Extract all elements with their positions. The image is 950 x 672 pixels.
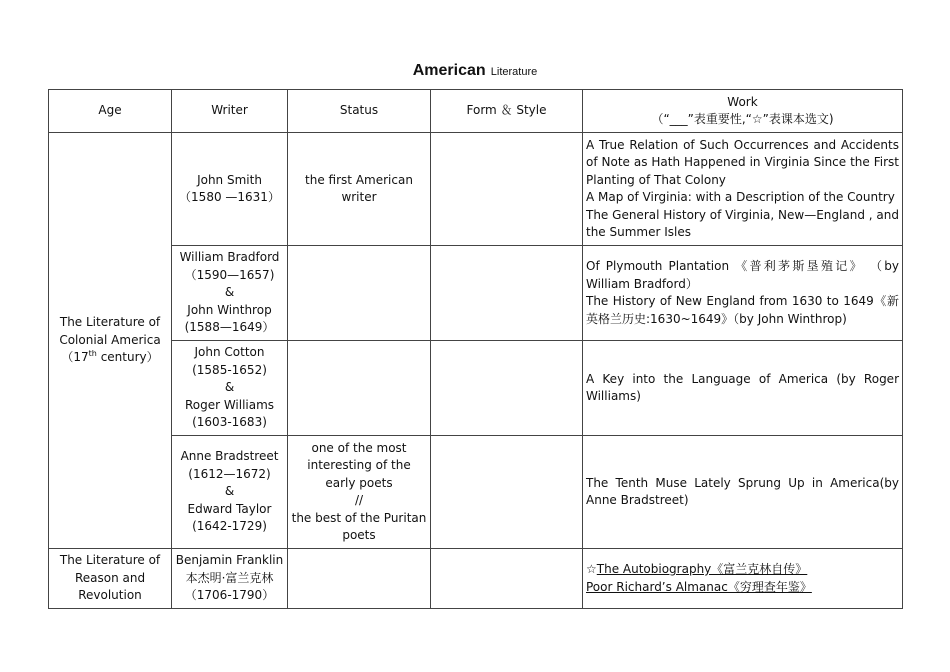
work-line: The General History of Virginia, New—England , and the Summer Isles [586, 207, 899, 239]
work-line: Poor Richard’s Almanac《穷理查年鉴》 [586, 579, 812, 594]
work-line [586, 561, 899, 579]
form-style-cell [431, 549, 583, 609]
work-cell [583, 436, 903, 549]
work-line: A Key into the Language of America (by Roger Williams) [586, 371, 899, 403]
table-row [49, 246, 903, 341]
writer-line: Edward Taylor [187, 501, 272, 516]
work-cell [583, 549, 903, 609]
status-cell [288, 246, 431, 341]
writer-line: (1642-1729) [192, 519, 267, 534]
writer-line: & [224, 484, 235, 499]
writer-line: Roger Williams [184, 397, 275, 412]
writer-cell [172, 549, 288, 609]
status-cell [288, 341, 431, 436]
work-line: Of Plymouth Plantation 《普利茅斯垦殖记》 （by William Bradford） [586, 259, 899, 291]
status-cell [288, 133, 431, 246]
table-row [49, 341, 903, 436]
header-row [49, 90, 903, 133]
status-cell [288, 549, 431, 609]
work-title: The Autobiography《富兰克林自传》 [596, 562, 808, 576]
writer-line: John Winthrop [187, 302, 272, 317]
form-style-cell [431, 246, 583, 341]
writer-line: Benjamin Franklin [175, 553, 284, 568]
writer-line: (1603-1683) [192, 415, 267, 430]
work-line: The Tenth Muse Lately Sprung Up in America(by Anne Bradstreet) [586, 475, 899, 507]
writer-cell [172, 341, 288, 436]
form-style-cell [431, 133, 583, 246]
writer-line: & [224, 285, 235, 300]
age-colonial-label: The Literature of Colonial America [59, 315, 161, 347]
age-cell-colonial [49, 133, 172, 549]
work-line: The History of New England from 1630 to 1649《新英格兰历史:1630~1649》（by John Winthrop) [586, 294, 899, 326]
writer-cell [172, 133, 288, 246]
age-colonial-century: （17th century） [61, 349, 159, 365]
header-work [583, 90, 903, 133]
table-row [49, 436, 903, 549]
status-line: one of the most interesting of the early poets [307, 440, 411, 490]
writer-line: (1588—1649） [184, 320, 275, 335]
literature-table [48, 89, 903, 609]
status-line: // [354, 493, 364, 507]
age-cell-reason: The Literature of Reason and Revolution [49, 549, 172, 609]
writer-line: （1590—1657) [184, 267, 275, 282]
status-line: the first American writer [305, 172, 413, 204]
writer-line: (1585-1652) [192, 362, 267, 377]
writer-line: & [224, 380, 235, 395]
page-title [0, 60, 950, 80]
writer-line: （1580 —1631） [179, 190, 280, 204]
writer-line: Anne Bradstreet [180, 449, 279, 464]
header-status: Status [288, 90, 431, 133]
writer-line: John Smith [197, 172, 262, 187]
header-writer: Writer [172, 90, 288, 133]
status-line: the best of the Puritan poets [291, 510, 427, 542]
writer-line: （1706-1790） [184, 588, 275, 603]
table-row [49, 133, 903, 246]
table-row [49, 549, 903, 609]
writer-cell [172, 246, 288, 341]
header-form-style: Form ＆ Style [431, 90, 583, 133]
work-line: A True Relation of Such Occurrences and Accidents of Note as Hath Happened in Virginia Since the First Planting of That Colony [586, 137, 899, 187]
work-cell [583, 341, 903, 436]
star-icon: ☆ [586, 562, 597, 576]
writer-line: 本杰明·富兰克林 [185, 570, 274, 585]
form-style-cell [431, 341, 583, 436]
status-cell [288, 436, 431, 549]
header-work-note: （“___”表重要性,“☆”表课本选文) [651, 112, 834, 126]
header-work-label: Work [727, 94, 758, 109]
work-line: A Map of Virginia: with a Description of the Country [586, 190, 895, 204]
header-age: Age [49, 90, 172, 133]
writer-line: William Bradford [179, 250, 280, 265]
work-cell [583, 246, 903, 341]
writer-cell [172, 436, 288, 549]
title-sub: Literature [490, 66, 538, 78]
writer-line: John Cotton [194, 345, 265, 360]
writer-line: (1612—1672) [188, 466, 271, 481]
title-main: American [412, 62, 486, 79]
work-cell [583, 133, 903, 246]
form-style-cell [431, 436, 583, 549]
